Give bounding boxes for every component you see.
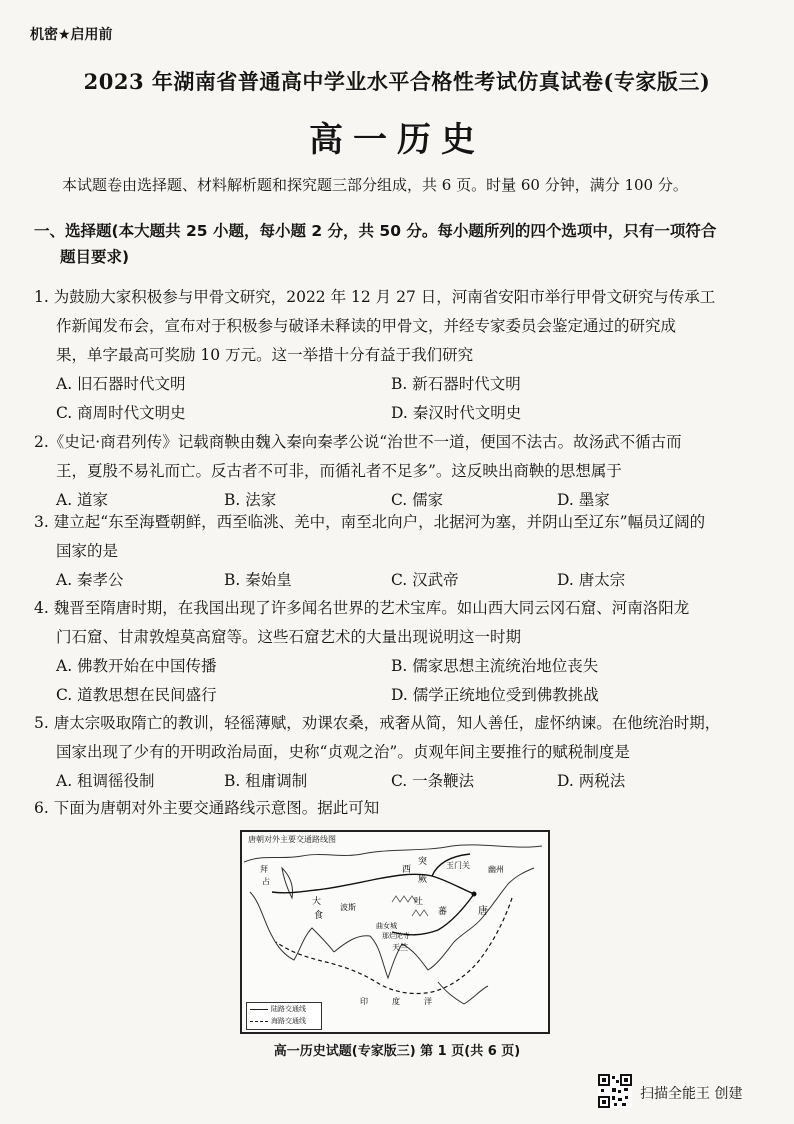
option-c: C. 一条鞭法 — [391, 772, 475, 790]
map-label: 那烂陀寺 — [382, 932, 410, 940]
question-6 — [34, 794, 759, 823]
section-heading — [34, 218, 754, 270]
option-a: A. 佛教开始在中国传播 — [56, 657, 217, 675]
option-row — [34, 566, 759, 595]
option-a: A. 租调徭役制 — [56, 772, 155, 790]
sea-route-swatch — [250, 1021, 268, 1022]
map-label: 印 — [360, 997, 368, 1006]
question-text: 果，单字最高可奖励 10 万元。这一举措十分有益于我们研究 — [56, 346, 474, 364]
section-heading-line: 题目要求) — [60, 248, 130, 266]
option-d: D. 两税法 — [557, 772, 626, 790]
exam-title: 2023 年湖南省普通高中学业水平合格性考试仿真试卷(专家版三) — [83, 69, 711, 94]
option-b: B. 儒家思想主流统治地位丧失 — [391, 657, 599, 675]
confidential-mark: 机密★启用前 — [30, 27, 113, 43]
map-label: 幽州 — [488, 865, 504, 874]
land-route-swatch — [250, 1009, 268, 1010]
map-legend — [246, 1002, 322, 1030]
question-text: 门石窟、甘肃敦煌莫高窟等。这些石窟艺术的大量出现说明这一时期 — [56, 628, 522, 646]
map-label: 洋 — [424, 997, 432, 1006]
map-label: 天竺 — [392, 943, 408, 952]
exam-instructions: 本试题卷由选择题、材料解析题和探究题三部分组成，共 6 页。时量 60 分钟，满分 100 分。 — [62, 176, 688, 194]
map-label: 拜 — [260, 865, 268, 874]
option-row — [34, 652, 759, 681]
question-5 — [34, 709, 759, 796]
map-label: 蕃 — [438, 907, 448, 917]
option-a: A. 旧石器时代文明 — [56, 375, 186, 393]
question-text: 5. 唐太宗吸取隋亡的教训，轻徭薄赋，劝课农桑，戒奢从简，知人善任，虚怀纳谏。在他统治时期， — [34, 714, 721, 732]
map-title: 唐朝对外主要交通路线图 — [248, 835, 336, 844]
legend-item-land — [247, 1003, 321, 1015]
question-3 — [34, 508, 759, 595]
map-label: 玉门关 — [446, 861, 470, 870]
map-label: 突 — [418, 857, 428, 867]
question-text: 1. 为鼓励大家积极参与甲骨文研究，2022 年 12 月 27 日，河南省安阳市举行甲骨文研究与传承工 — [34, 288, 716, 306]
question-text: 王，夏殷不易礼而亡。反古者不可非，而循礼者不足多”。这反映出商鞅的思想属于 — [56, 462, 622, 480]
map-label: 唐 — [478, 906, 488, 917]
map-label: 大 — [312, 897, 322, 907]
page-footer: 高一历史试题(专家版三) 第 1 页(共 6 页) — [273, 1044, 521, 1059]
tang-trade-route-map — [240, 830, 550, 1034]
question-text: 6. 下面为唐朝对外主要交通路线示意图。据此可知 — [34, 799, 380, 817]
qr-code-icon — [598, 1074, 632, 1108]
map-drawing — [242, 832, 544, 1028]
map-label: 曲女城 — [376, 922, 397, 930]
option-b: B. 租庸调制 — [224, 772, 308, 790]
map-label: 波斯 — [340, 903, 356, 912]
map-label: 吐 — [414, 897, 424, 907]
section-heading-line: 一、选择题(本大题共 25 小题，每小题 2 分，共 50 分。每小题所列的四个选项中，只有一项符合 — [34, 222, 717, 240]
question-2 — [34, 428, 759, 515]
option-row — [34, 370, 759, 399]
option-c: C. 道教思想在民间盛行 — [56, 686, 217, 704]
question-1 — [34, 283, 759, 428]
option-c: C. 商周时代文明史 — [56, 404, 186, 422]
capital-marker — [472, 892, 477, 897]
map-label: 西 — [402, 865, 412, 875]
map-label: 度 — [392, 997, 400, 1006]
legend-label: 海路交通线 — [271, 1017, 306, 1025]
option-d: D. 墨家 — [557, 491, 610, 509]
option-c: C. 汉武帝 — [391, 571, 459, 589]
map-label: 占 — [262, 877, 270, 886]
subject-title: 高一历史 — [309, 120, 485, 160]
option-b: B. 秦始皇 — [224, 571, 292, 589]
option-row — [34, 399, 759, 428]
question-text: 国家的是 — [56, 542, 119, 560]
legend-item-sea — [247, 1015, 321, 1027]
question-text: 作新闻发布会，宣布对于积极参与破译未释读的甲骨文，并经专家委员会鉴定通过的研究成 — [56, 317, 677, 335]
question-text: 4. 魏晋至隋唐时期，在我国出现了许多闻名世界的艺术宝库。如山西大同云冈石窟、河南洛阳龙 — [34, 599, 690, 617]
option-d: D. 儒学正统地位受到佛教挑战 — [391, 686, 599, 704]
scanner-watermark: 扫描全能王 创建 — [640, 1086, 743, 1102]
option-c: C. 儒家 — [391, 491, 444, 509]
option-row — [34, 767, 759, 796]
option-a: A. 秦孝公 — [56, 571, 124, 589]
option-b: B. 法家 — [224, 491, 277, 509]
question-4 — [34, 594, 759, 710]
map-label: 食 — [314, 911, 324, 921]
option-b: B. 新石器时代文明 — [391, 375, 521, 393]
option-d: D. 唐太宗 — [557, 571, 626, 589]
legend-label: 陆路交通线 — [271, 1005, 306, 1013]
question-text: 3. 建立起“东至海暨朝鲜，西至临洮、羌中，南至北向户，北据河为塞，并阴山至辽东”幅员辽阔的 — [34, 513, 706, 531]
option-a: A. 道家 — [56, 491, 109, 509]
option-row — [34, 681, 759, 710]
question-text: 2.《史记·商君列传》记载商鞅由魏入秦向秦孝公说“治世不一道，便国不法古。故汤武不循古而 — [34, 433, 682, 451]
question-text: 国家出现了少有的开明政治局面，史称“贞观之治”。贞观年间主要推行的赋税制度是 — [56, 743, 630, 761]
option-d: D. 秦汉时代文明史 — [391, 404, 522, 422]
map-label: 厥 — [418, 875, 428, 885]
